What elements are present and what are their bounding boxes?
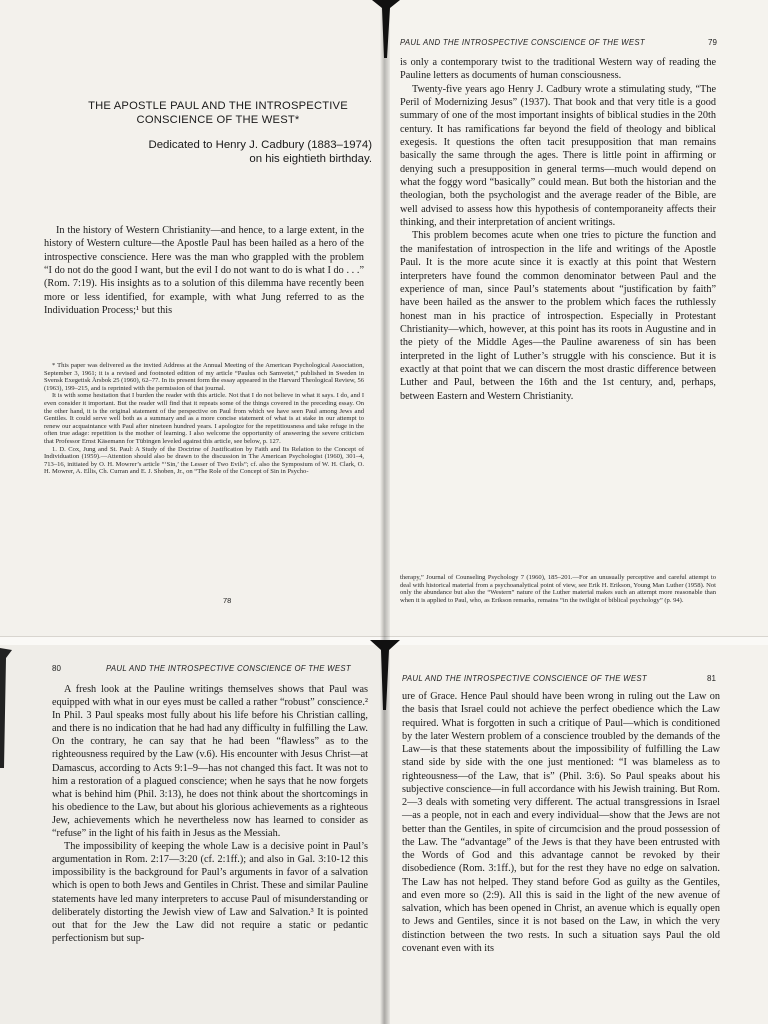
footnote-1: 1. D. Cox, Jung and St. Paul: A Study of the Doctrine of Justification by Faith and Its Relation to the Concept of Individuation (1959).—Attention should also be drawn to the discussion in The American Psychologist (1960), 301–4, 713–16, initiated by O. H. Mowrer’s article “‘Sin,’ the Lesser of Two Evils”; cf. also the Symposium of W. H. Clark, O. H. Mowrer, A. Ellis, Ch. Curran and E. J. Shoben, Jr., on “The Role of the Concept of Sin in Psycho- xyxy=(44,445,364,476)
running-head: PAUL AND THE INTROSPECTIVE CONSCIENCE OF THE WEST xyxy=(402,674,647,683)
dedication-line-2: on his eightieth birthday. xyxy=(249,152,372,165)
footnotes-p78 xyxy=(44,362,364,476)
paragraph: The impossibility of keeping the whole Law is a decisive point in Paul’s argumentation in Rom. 2:17—3:20 (cf. 2:1ff.); and also in Gal. 3:10-12 this impossibility is the background for Paul’s arguments in favor of a salvation which is open to both Jews and Gentiles in Christ. These and similar Pauline statements have led many interpreters to accuse Paul of misunderstanding or deliberately distorting the Jewish view of Law and Salvation.³ It is pointed out that for the Jew the Law did not require a static or pedantic perfectionism but sup- xyxy=(52,841,368,944)
article-title: THE APOSTLE PAUL AND THE INTROSPECTIVE CONSCIENCE OF THE WEST* xyxy=(88,100,348,126)
binding-shadow-top xyxy=(372,0,400,58)
paragraph: In the history of Western Christianity—and hence, to a large extent, in the history of Western culture—the Apostle Paul has been hailed as a hero of the introspective conscience. Here was the man who grappled with the problem “I do not do the good I want, but the evil I do not want to do is what I do . . .” (Rom. 7:19). His insights as to a solution of this dilemma have recently been more or less identified, for example, with what Jung referred to as the Individuation Process;¹ but this xyxy=(44,225,364,317)
body-text-p79 xyxy=(400,56,716,403)
footnote-star-continued: It is with some hesitation that I burden the reader with this article. Not that I do not believe in what it says. I do, and I even consider it important. But the reader will find that it repeats some of the things covered in the preceding essay. On the other hand, it is the original statement of the perspective on Paul from which we have seen Paul among Jews and Gentiles. It could serve well both as a summary and as a more concise statement of what is at stake in our attempt to renew our acquaintance with Paul after nineteen hundred years. I apologize for the repetitiousness and take refuge in the often true adage: repetition is the mother of learning. I also welcome the opportunity of answering the severe criticism that Professor Ernst Käsemann for Tübingen leveled against this article, see below, p. 127. xyxy=(44,392,364,445)
footnote-continued-p79 xyxy=(400,574,716,604)
paragraph: is only a contemporary twist to the traditional Western way of reading the Pauline letters as documents of human consciousness. xyxy=(400,57,716,82)
page-number: 81 xyxy=(707,674,716,683)
page-80 xyxy=(0,640,384,1024)
running-head: PAUL AND THE INTROSPECTIVE CONSCIENCE OF THE WEST xyxy=(400,38,645,47)
page-edge-shadow xyxy=(0,648,16,768)
page-number: 78 xyxy=(223,596,232,605)
page-number: 80 xyxy=(52,664,61,673)
paragraph: Twenty-five years ago Henry J. Cadbury wrote a stimulating study, “The Peril of Modernizing Jesus” (1937). That book and that very title is a good summary of one of the most important insights of biblical studies in the 20th century. It has ramifications far beyond the field of theology and biblical exegesis. It questions the often tacit presupposition that man remains basically the same through the ages. There is little point in affirming or denying such a presupposition in general terms—much would depend on what the foggy word “basically” could mean. But both the historian and the theologian, both the psychologist and the average reader of the Bible, are well advised to assess how this hypothesis of contemporaneity affects their thinking, and their interpretation of ancient writings. xyxy=(400,83,716,229)
dedication-line-1: Dedicated to Henry J. Cadbury (1883–1974) xyxy=(148,139,372,151)
page-number: 79 xyxy=(708,38,717,47)
book-gutter-top xyxy=(380,0,390,640)
footnote-star: * This paper was delivered as the invited Address at the Annual Meeting of the American Psychological Association, September 3, 1961; it is a revised and footnoted edition of my article “Paulus och Samvetet,” published in Sweden in Svensk Exegetisk Årsbok 25 (1960), 62–77. In its present form the essay appeared in the Harvard Theological Review, 56 (1963), 199–215, and is reprinted with the permission of that journal. xyxy=(44,362,364,392)
paragraph: This problem becomes acute when one tries to picture the function and the manifestation of introspection in the life and writings of the Apostle Paul. It is the more acute since it is exactly at this point that Western interpreters have found the common denominator between Paul and the experience of man, since Paul’s statements about “justification by faith” have been hailed as the answer to the problem which faces the ruthlessly honest man in his practice of introspection. Especially in Protestant Christianity—which, however, at this point has its roots in Augustine and in the piety of the Middle Ages—the Pauline awareness of sin has been interpreted in the light of Luther’s struggle with his conscience. But it is exactly at that point that we can discern the most drastic difference between Luther and Paul, between the 16th and the 1st century, and, perhaps, between Eastern and Western Christianity. xyxy=(400,230,716,402)
paragraph: A fresh look at the Pauline writings themselves shows that Paul was equipped with what in our eyes must be called a rather “robust” conscience.² In Phil. 3 Paul speaks most fully about his life before his Christian calling, and there is no indication that he had had any difficulty in fulfilling the Law. On the contrary, he can say that he had been “flawless” as to the righteousness required by the Law (v.6). His encounter with Jesus Christ—at Damascus, according to Acts 9:1–9—has not changed this fact. It was not to him a restoration of a plagued conscience; when he says that he now forgets what is behind him (Phil. 3:13), he does not think about the shortcomings in his obedience to the Law, but about his glorious achievements as a righteous Jew, achievements which he nevertheless now has learned to consider as “refuse” in the light of his faith in Jesus as the Messiah. xyxy=(52,684,368,840)
running-head: PAUL AND THE INTROSPECTIVE CONSCIENCE OF THE WEST xyxy=(106,664,351,673)
page-78 xyxy=(0,0,384,640)
page-81 xyxy=(384,640,768,1024)
body-text-p78 xyxy=(44,224,364,317)
body-text-p81 xyxy=(402,690,720,955)
page-79 xyxy=(384,0,768,640)
body-text-p80 xyxy=(52,683,368,945)
dedication xyxy=(110,139,372,166)
paragraph: ure of Grace. Hence Paul should have been wrong in ruling out the Law on the basis that Israel could not achieve the perfect obedience which the Law required. What is forgotten in such a critique of Paul—which is conditioned by the later Western problem of a conscience troubled by the demands of the Law—is that these statements about the impossibility of fulfilling the Law stand side by side with the one just mentioned: “I was blameless as to righteousness—of the Law, that is” (Phil. 3:6). So Paul speaks about his subjective conscience—in full accordance with his Jewish training. But Rom. 2—3 deals with someting very different. The actual transgressions in Israel—as a people, not in each and every individual—show that the Jews are not better than the Gentiles, in spite of circumcision and the proud possession of the Law. The “advantage” of the Jews is that they have been entrusted with the Words of God and this advantage cannot be revoked by their disobedience (Rom. 3:1ff.), but for the rest they have no edge on salvation. The Law has not helped. They stand before God as guilty as the Gentiles, and even more so (2:9). All this is said in the light of the new avenue of salvation, which has been opened in Christ, an avenue which is equally open to Jews and Gentiles, since it is not based on the Law, in which the very distinction between the two rests. In such a situation says Paul the old covenant even with its xyxy=(402,691,720,954)
binding-shadow-bottom xyxy=(370,640,400,710)
footnote-continuation: therapy,” Journal of Counseling Psychology 7 (1960), 185–201.—For an unusually perceptive and careful attempt to deal with historical material from a psychoanalytical point of view, see Erik H. Erikson, Young Man Luther (1958). Not only the abundance but also the “Western” nature of the Luther material makes such an attempt more reasonable than when it is applied to Paul, who, as Erikson remarks, remains “in the twilight of biblical psychology” (p. 94). xyxy=(400,574,716,604)
